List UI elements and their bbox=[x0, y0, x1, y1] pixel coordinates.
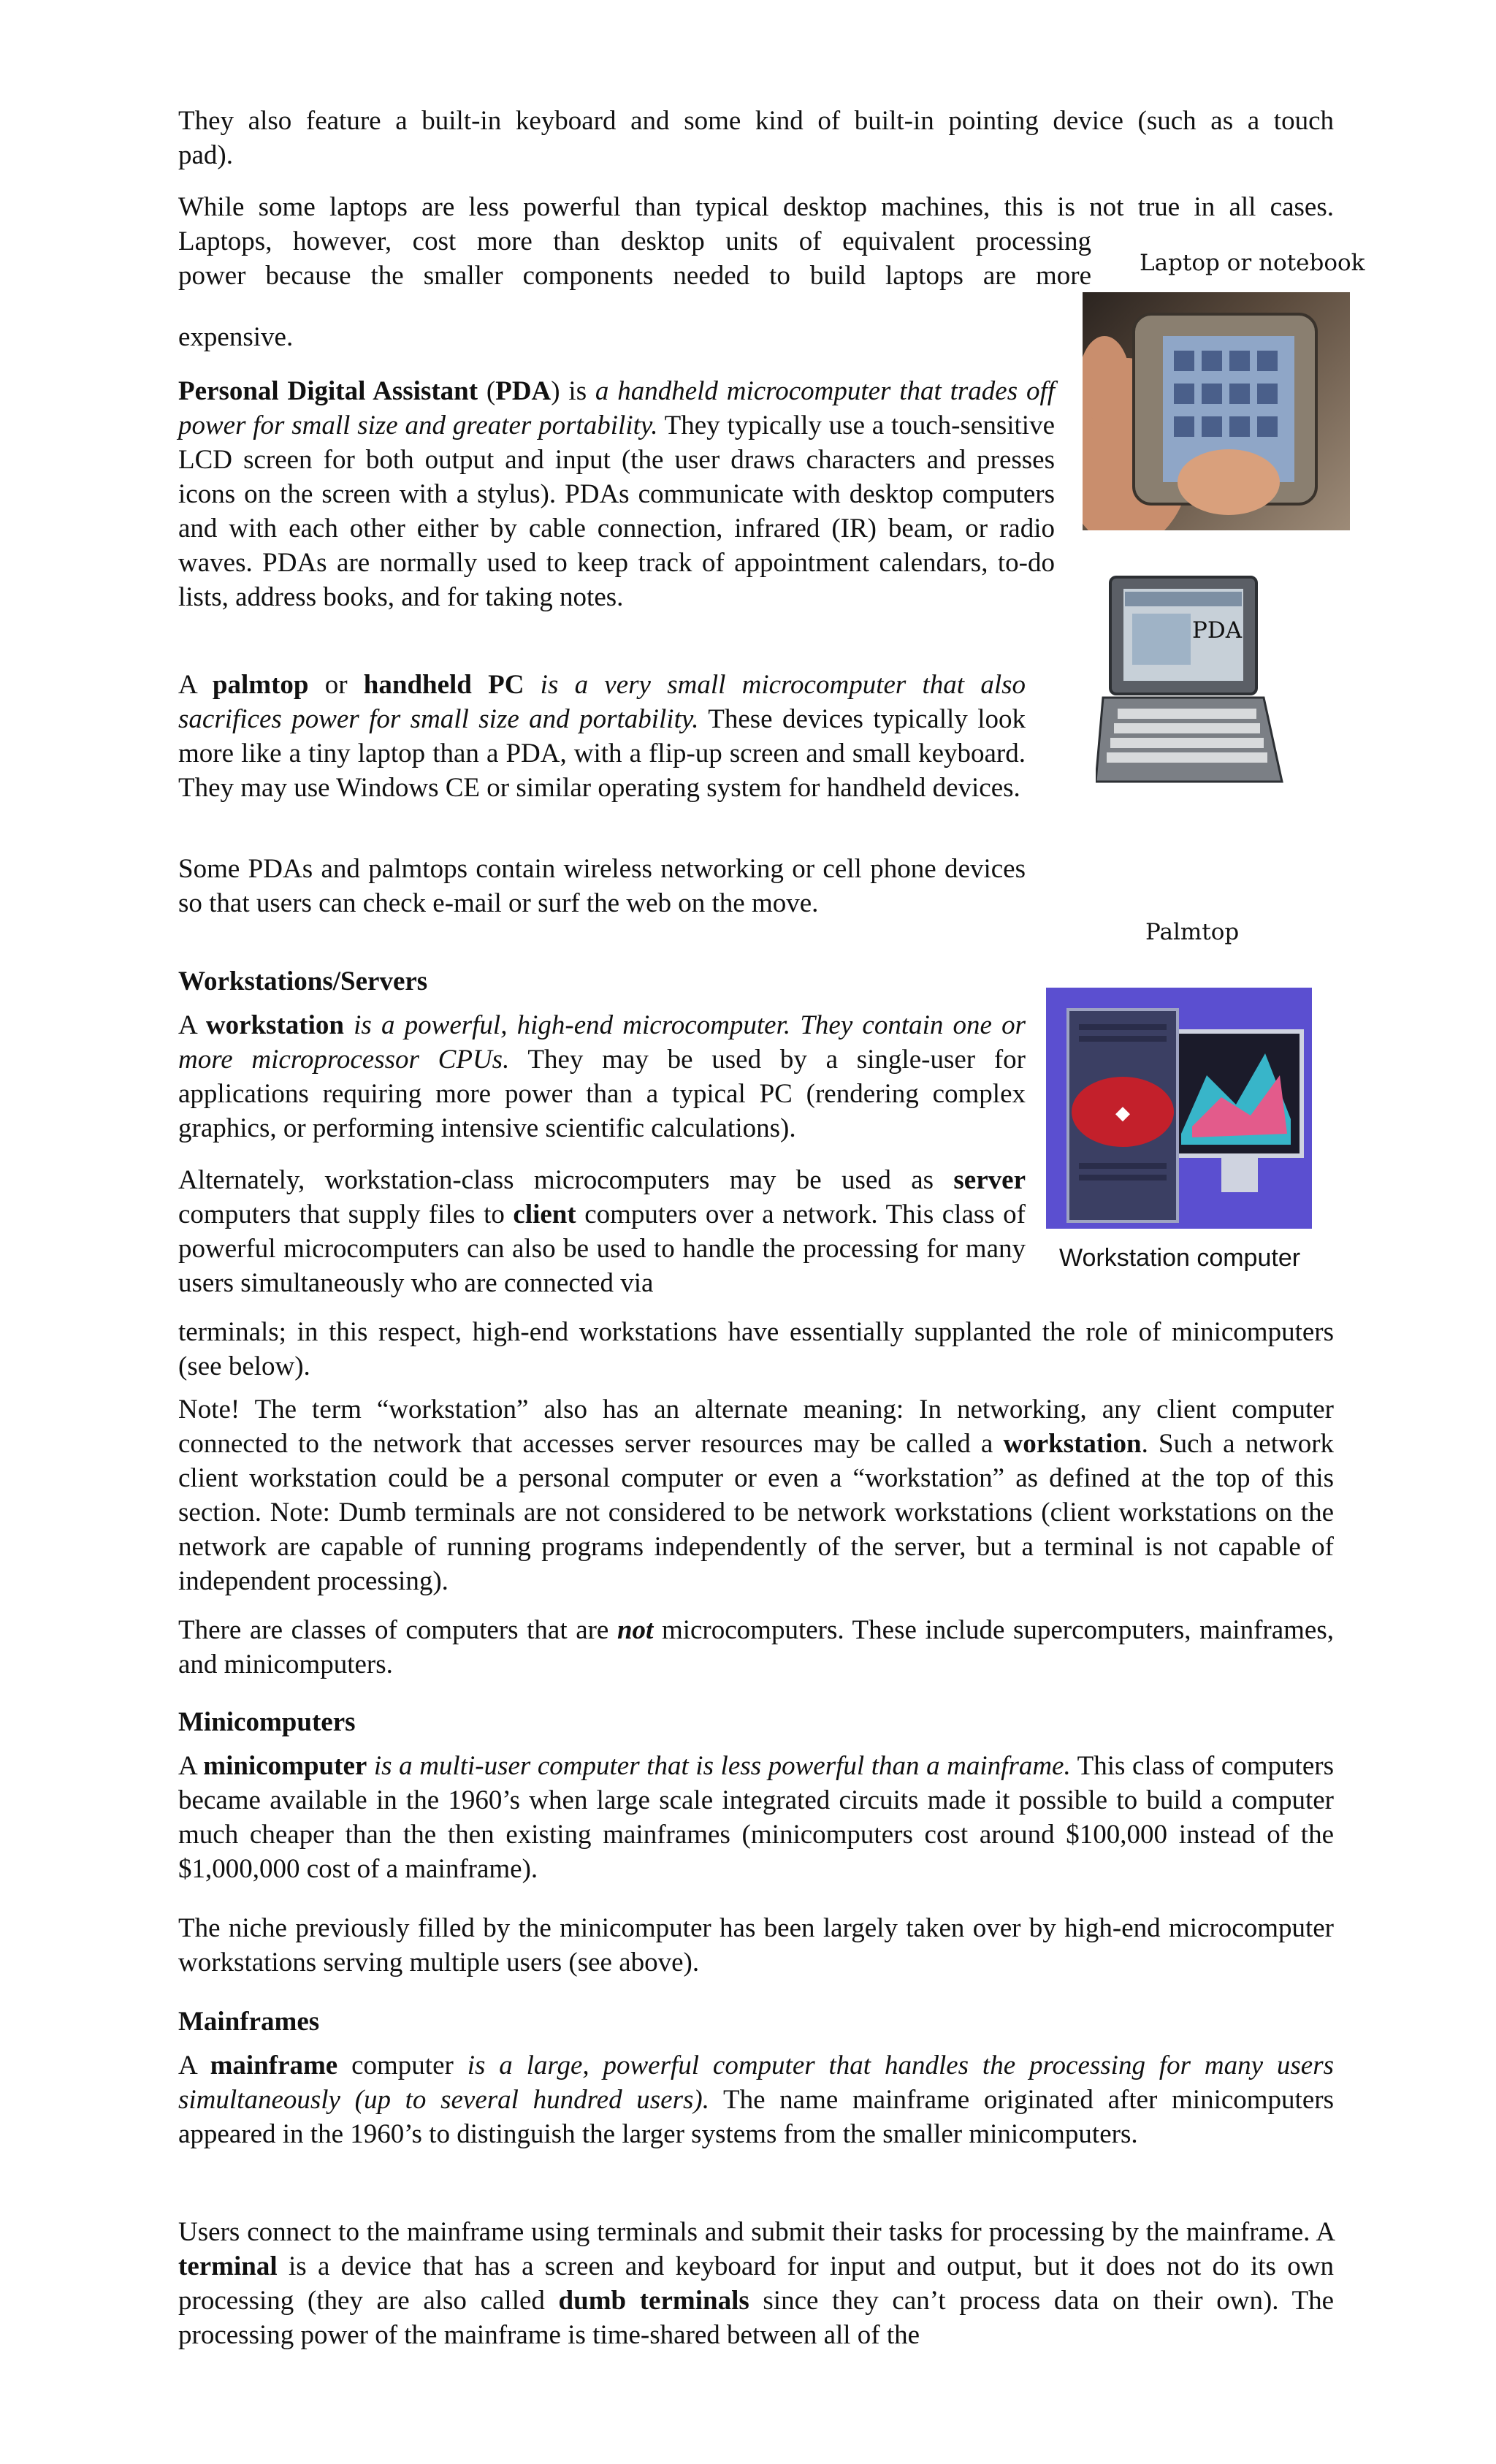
palmtop-image bbox=[1096, 570, 1286, 796]
text: is bbox=[568, 376, 587, 406]
paragraph-users bbox=[178, 2215, 1334, 2352]
term-terminal: terminal bbox=[178, 2251, 278, 2281]
definition-palmtop: is a very small microcomputer that also sacrifices power for small size and portability. bbox=[178, 670, 1026, 734]
sun-logo-icon: ◆ bbox=[1115, 1102, 1130, 1124]
text: is a device that has a screen and keyboard for input and output, but it does not do its own processing (they are also called bbox=[178, 2251, 1334, 2316]
text: microcomputers. These include supercomputers, mainframes, and minicomputers. bbox=[178, 1615, 1335, 1679]
term-dumb-terminals: dumb terminals bbox=[558, 2286, 749, 2316]
caption-laptop: Laptop or notebook bbox=[1140, 250, 1365, 276]
text: computer bbox=[351, 2051, 454, 2080]
text: These devices typically look more like a tiny laptop than a PDA, with a flip-up screen and small keyboard. They may use Windows CE or similar operating system for handheld devices. bbox=[178, 704, 1026, 803]
text: computers over a network. This class of powerful microcomputers can also be used to handle the processing for many users simultaneously who are connected via bbox=[178, 1199, 1026, 1298]
paragraph-server-cont bbox=[178, 1315, 1334, 1384]
text-line: expensive. bbox=[178, 322, 294, 352]
paragraph-laptop-intro bbox=[178, 104, 1334, 138]
text: They typically use a touch-sensitive LCD screen for both output and input (the user draws characters and presses icons on the screen with a stylus). PDAs communicate with desktop computers and with each other either by cable connection, infrared (IR) beam, or radio waves. PDAs are normally used to keep track of appointment calendars, to-do lists, address books, and for taking notes. bbox=[178, 411, 1055, 612]
text: Note! The term “workstation” also has an alternate meaning: In networking, any client computer connected to the network that accesses server resources may be called a bbox=[178, 1395, 1334, 1459]
term-handheld-pc: handheld PC bbox=[363, 670, 524, 700]
text: A bbox=[178, 1010, 196, 1040]
heading-minicomputers: Minicomputers bbox=[178, 1707, 356, 1737]
paragraph-workstation bbox=[178, 1008, 1026, 1145]
paragraph-laptop-cost-3 bbox=[178, 259, 1091, 293]
text: Users connect to the mainframe using terminals and submit their tasks for processing by the mainframe. A bbox=[178, 2217, 1334, 2247]
paragraph-palmtop bbox=[178, 668, 1026, 805]
text: This class of computers became available in the 1960’s when large scale integrated circuits made it possible to build a computer much cheaper than the then existing mainframes (minicomputers cost around $100,000 instead of the $1,000,000 cost of a mainframe). bbox=[178, 1751, 1334, 1884]
laptop-photo bbox=[1083, 292, 1350, 530]
text: since they can’t process data on their own). The processing power of the mainframe is time-shared between all of the bbox=[178, 2286, 1335, 2350]
text: terminals; in this respect, high-end workstations have essentially supplanted the role of minicomputers (see below). bbox=[178, 1317, 1334, 1381]
text: Some PDAs and palmtops contain wireless networking or cell phone devices so that users can check e-mail or surf the web on the move. bbox=[178, 854, 1026, 918]
text: A bbox=[178, 670, 196, 700]
text: . Such a network client workstation could be a personal computer or even a “workstation” as defined at the top of this section. Note: Dumb terminals are not considered to be network workstations (client workstations on the network are capable of running programs independently of the server, but a terminal is not capable of independent processing). bbox=[178, 1429, 1335, 1596]
text: or bbox=[324, 670, 348, 700]
term-pda-abbr: PDA bbox=[495, 376, 552, 406]
caption-workstation: Workstation computer bbox=[1059, 1244, 1301, 1272]
paragraph-laptop-cost-4 bbox=[178, 320, 293, 354]
paragraph-laptop-cost bbox=[178, 190, 1334, 224]
term-client: client bbox=[513, 1199, 576, 1229]
paragraph-niche bbox=[178, 1911, 1334, 1980]
heading-mainframes: Mainframes bbox=[178, 2007, 320, 2037]
text: The niche previously filled by the minicomputer has been largely taken over by high-end microcomputer workstations serving multiple users (see above). bbox=[178, 1913, 1334, 1977]
term-minicomputer: minicomputer bbox=[203, 1751, 367, 1781]
text: They may be used by a single-user for applications requiring more power than a typical PC (rendering complex graphics, or performing intensive scientific calculations). bbox=[178, 1045, 1026, 1143]
text: A bbox=[178, 1751, 196, 1781]
paragraph-pda: Personal Digital Assistant (PDA) is a handheld microcomputer that trades off power for small size and greater portability. They typically use a touch-sensitive LCD screen for both output and input (the user draws characters and presses icons on the screen with a stylus). PDAs communicate with desktop computers and with each other either by cable connection, infrared (IR) beam, or radio waves. PDAs are normally used to keep track of appointment calendars, to-do lists, address books, and for taking notes. bbox=[178, 376, 1055, 612]
text-line: pad). bbox=[178, 140, 233, 170]
text: There are classes of computers that are bbox=[178, 1615, 609, 1645]
definition-workstation: is a powerful, high-end microcomputer. They contain one or more microprocessor CPUs. bbox=[178, 1010, 1026, 1075]
caption-pda: PDA bbox=[1192, 617, 1243, 644]
paragraph-laptop-cost-2 bbox=[178, 224, 1091, 259]
paragraph-minicomputer bbox=[178, 1749, 1334, 1886]
heading-workstations: Workstations/Servers bbox=[178, 966, 428, 996]
workstation-image bbox=[1046, 988, 1312, 1229]
text-line: While some laptops are less powerful than typical desktop machines, this is not true in all cases. bbox=[178, 192, 1334, 222]
text: The name mainframe originated after minicomputers appeared in the 1960’s to distinguish the larger systems from the smaller minicomputers. bbox=[178, 2085, 1334, 2149]
definition-pda: a handheld microcomputer that trades off power for small size and greater portability. bbox=[178, 376, 1055, 440]
text: A bbox=[178, 2051, 196, 2080]
text-line: They also feature a built-in keyboard and some kind of built-in pointing device (such as a touch bbox=[178, 106, 1334, 136]
caption-palmtop: Palmtop bbox=[1145, 919, 1240, 945]
paragraph-server bbox=[178, 1163, 1026, 1300]
term-palmtop: palmtop bbox=[212, 670, 309, 700]
term-server: server bbox=[953, 1165, 1026, 1195]
definition-mainframe: is a large, powerful computer that handles the processing for many users simultaneously (up to several hundred users). bbox=[178, 2051, 1335, 2115]
paragraph-laptop-intro-end bbox=[178, 138, 233, 172]
palmtop-photo bbox=[1096, 570, 1286, 796]
text-line: power because the smaller components needed to build laptops are more bbox=[178, 261, 1091, 291]
text: computers that supply files to bbox=[178, 1199, 505, 1229]
paragraph-wireless bbox=[178, 852, 1026, 920]
workstation-photo bbox=[1046, 988, 1312, 1229]
term-workstation: workstation bbox=[205, 1010, 344, 1040]
text-line: Laptops, however, cost more than desktop units of equivalent processing bbox=[178, 226, 1091, 256]
emphasis-not: not bbox=[617, 1615, 654, 1645]
term-mainframe: mainframe bbox=[210, 2051, 338, 2080]
term-workstation-network: workstation bbox=[1003, 1429, 1142, 1459]
text: Alternately, workstation-class microcomputers may be used as bbox=[178, 1165, 934, 1195]
paragraph-note bbox=[178, 1392, 1334, 1598]
term-pda: Personal Digital Assistant bbox=[178, 376, 478, 406]
pda-hand-image bbox=[1083, 292, 1350, 530]
paragraph-mainframe bbox=[178, 2048, 1334, 2151]
definition-minicomputer: is a multi-user computer that is less powerful than a mainframe. bbox=[373, 1751, 1071, 1781]
paragraph-classes bbox=[178, 1613, 1334, 1682]
